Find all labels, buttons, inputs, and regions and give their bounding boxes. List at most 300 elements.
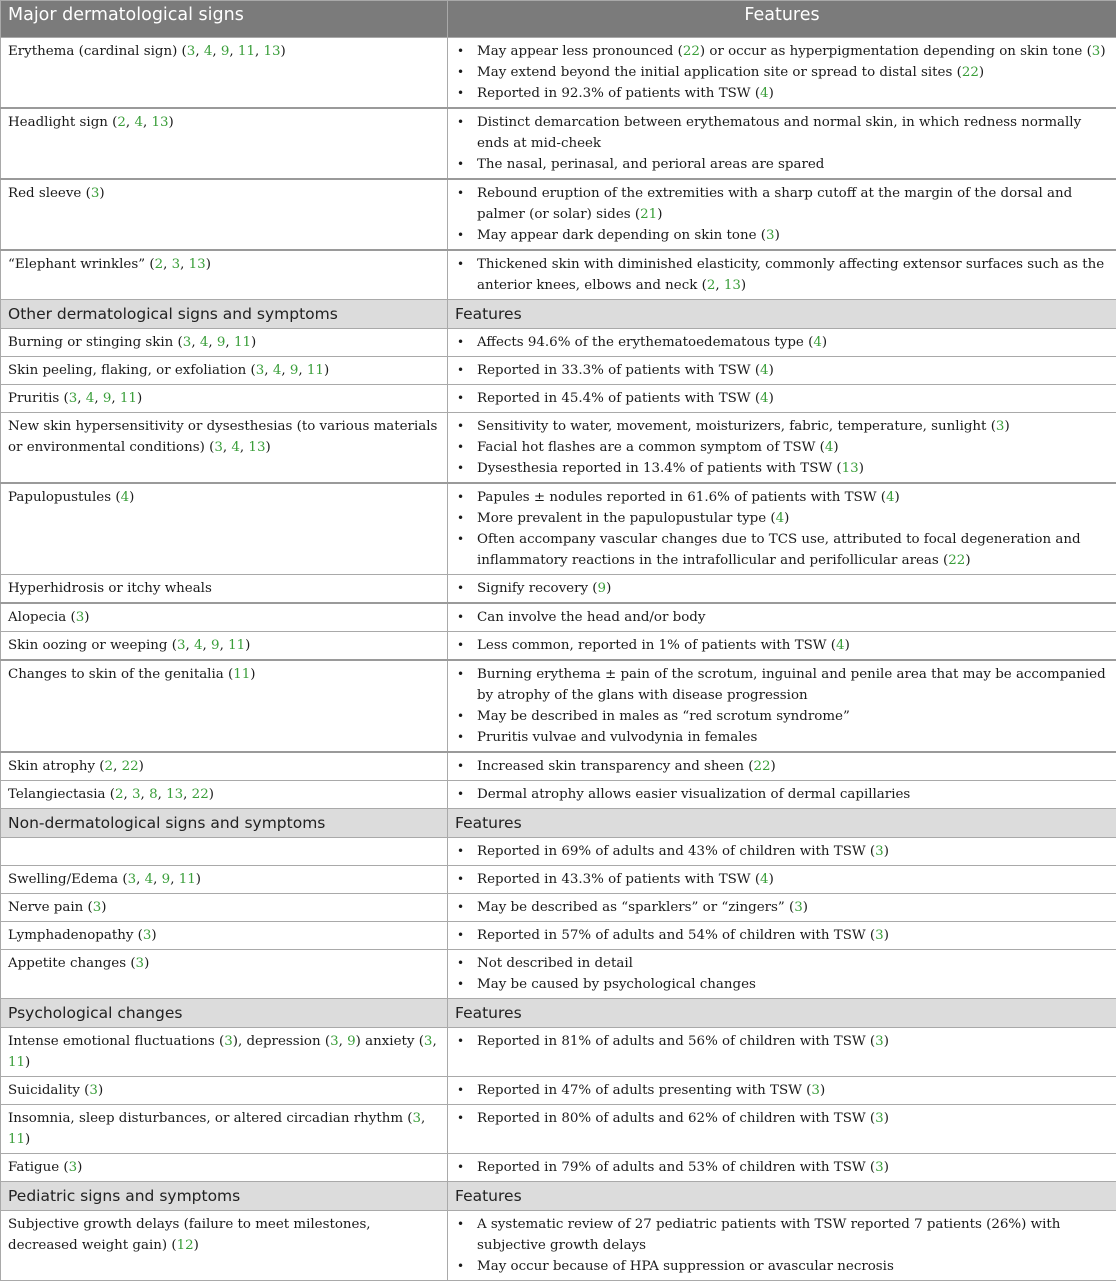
features-list [455, 332, 1109, 353]
reference-link[interactable]: 11 [228, 638, 245, 653]
text-fragment: Pruritis ( [8, 391, 69, 406]
text-fragment: Reported in 92.3% of patients with TSW ( [477, 86, 760, 101]
text-fragment: Papules ± nodules reported in 61.6% of patients with TSW ( [477, 490, 886, 505]
table-row [1, 894, 1116, 922]
text-fragment: ) [775, 228, 780, 243]
reference-link[interactable]: 3 [69, 391, 78, 406]
sign-cell [1, 1105, 448, 1154]
reference-link[interactable]: 3 [89, 1083, 98, 1098]
table-row [1, 781, 1116, 809]
text-fragment: Reported in 45.4% of patients with TSW ( [477, 391, 760, 406]
text-fragment: , [141, 787, 150, 802]
sign-cell [1, 632, 448, 661]
reference-link[interactable]: 3 [183, 335, 192, 350]
text-fragment: , [432, 1034, 436, 1049]
feature-item [455, 83, 1109, 104]
text-fragment: Dermal atrophy allows easier visualization of dermal capillaries [477, 787, 910, 802]
reference-link[interactable]: 11 [179, 872, 196, 887]
text-fragment: ) [833, 440, 838, 455]
features-cell [448, 660, 1116, 752]
features-list [455, 254, 1109, 296]
features-list [455, 360, 1109, 381]
text-fragment: , [203, 638, 212, 653]
sign-cell [1, 483, 448, 575]
sign-cell [1, 838, 448, 866]
text-fragment: Alopecia ( [8, 610, 76, 625]
text-fragment: ) [769, 872, 774, 887]
features-list [455, 416, 1109, 479]
features-cell [448, 781, 1116, 809]
reference-link[interactable]: 3 [875, 1160, 884, 1175]
feature-item [455, 112, 1109, 154]
reference-link[interactable]: 11 [307, 363, 324, 378]
text-fragment: ) [803, 900, 808, 915]
text-fragment: More prevalent in the papulopustular type ( [477, 511, 776, 526]
features-cell [448, 329, 1116, 357]
text-fragment: ) [251, 335, 256, 350]
reference-link[interactable]: 2 [115, 787, 124, 802]
sign-cell [1, 108, 448, 179]
reference-link[interactable]: 4 [836, 638, 845, 653]
reference-link[interactable]: 3 [875, 1111, 884, 1126]
text-fragment: ) [895, 490, 900, 505]
text-fragment: , [143, 115, 152, 130]
reference-link[interactable]: 9 [290, 363, 299, 378]
feature-item [455, 154, 1109, 175]
reference-link[interactable]: 13 [248, 440, 265, 455]
reference-link[interactable]: 3 [132, 787, 141, 802]
feature-item [455, 254, 1109, 296]
features-cell [448, 950, 1116, 999]
text-fragment: ) [769, 86, 774, 101]
reference-link[interactable]: 9 [598, 581, 607, 596]
text-fragment: Appetite changes ( [8, 956, 136, 971]
text-fragment: , [195, 44, 204, 59]
table-row [1, 385, 1116, 413]
table-row [1, 413, 1116, 484]
section-header-row [1, 1182, 1116, 1211]
text-fragment: ) [99, 186, 104, 201]
reference-link[interactable]: 4 [86, 391, 95, 406]
text-fragment: , [111, 391, 120, 406]
reference-link[interactable]: 3 [256, 363, 265, 378]
reference-link[interactable]: 4 [813, 335, 822, 350]
text-fragment: ) [884, 1160, 889, 1175]
reference-link[interactable]: 4 [134, 115, 143, 130]
reference-link[interactable]: 4 [194, 638, 203, 653]
features-cell [448, 1211, 1116, 1281]
text-fragment: , [124, 787, 133, 802]
reference-link[interactable]: 3 [128, 872, 137, 887]
sign-cell [1, 179, 448, 250]
reference-link[interactable]: 4 [760, 363, 769, 378]
text-fragment: ) [77, 1160, 82, 1175]
reference-link[interactable]: 11 [233, 667, 250, 682]
text-fragment: ) [769, 391, 774, 406]
text-fragment: New skin hypersensitivity or dysesthesias (to various materials or environmental conditions) ( [8, 419, 437, 455]
reference-link[interactable]: 9 [347, 1034, 356, 1049]
features-cell [448, 1105, 1116, 1154]
text-fragment: , [229, 44, 238, 59]
reference-link[interactable]: 4 [273, 363, 282, 378]
text-fragment: ) [139, 759, 144, 774]
reference-link[interactable]: 11 [120, 391, 137, 406]
reference-link[interactable]: 11 [238, 44, 255, 59]
text-fragment: Skin atrophy ( [8, 759, 105, 774]
features-cell [448, 838, 1116, 866]
text-fragment: , [185, 638, 194, 653]
reference-link[interactable]: 3 [330, 1034, 339, 1049]
features-list [455, 183, 1109, 246]
reference-link[interactable]: 4 [886, 490, 895, 505]
reference-link[interactable]: 3 [811, 1083, 820, 1098]
features-cell [448, 1028, 1116, 1077]
section-title: Psychological changes [1, 999, 448, 1028]
text-fragment: ) [979, 65, 984, 80]
text-fragment: Increased skin transparency and sheen ( [477, 759, 753, 774]
sign-cell [1, 38, 448, 109]
text-fragment: Skin peeling, flaking, or exfoliation ( [8, 363, 256, 378]
reference-link[interactable]: 22 [753, 759, 770, 774]
header-features: Features [448, 1, 1116, 38]
section-features-label: Features [448, 1182, 1116, 1211]
reference-link[interactable]: 3 [76, 610, 85, 625]
section-title: Other dermatological signs and symptoms [1, 300, 448, 329]
text-fragment: “Elephant wrinkles” ( [8, 257, 155, 272]
text-fragment: Changes to skin of the genitalia ( [8, 667, 233, 682]
features-cell [448, 866, 1116, 894]
table-row [1, 575, 1116, 604]
text-fragment: ) [769, 363, 774, 378]
table-row [1, 483, 1116, 575]
text-fragment: Lymphadenopathy ( [8, 928, 143, 943]
reference-link[interactable]: 9 [221, 44, 230, 59]
text-fragment: , [715, 278, 724, 293]
feature-item [455, 458, 1109, 479]
features-list [455, 869, 1109, 890]
feature-item [455, 1214, 1109, 1256]
sign-cell [1, 1077, 448, 1105]
feature-item [455, 727, 1109, 748]
reference-link[interactable]: 13 [724, 278, 741, 293]
text-fragment: ) [1004, 419, 1009, 434]
text-fragment: , [220, 638, 229, 653]
reference-link[interactable]: 11 [8, 1055, 25, 1070]
text-fragment: ) [206, 257, 211, 272]
text-fragment: , [94, 391, 103, 406]
text-fragment: Skin oozing or weeping ( [8, 638, 177, 653]
text-fragment: ) [245, 638, 250, 653]
reference-link[interactable]: 13 [189, 257, 206, 272]
feature-item [455, 1080, 1109, 1101]
reference-link[interactable]: 3 [1092, 44, 1101, 59]
text-fragment: , [212, 44, 221, 59]
sign-cell [1, 1211, 448, 1281]
features-list [455, 1157, 1109, 1178]
reference-link[interactable]: 4 [760, 872, 769, 887]
reference-link[interactable]: 3 [875, 844, 884, 859]
text-fragment: , [126, 115, 135, 130]
text-fragment: ) [884, 928, 889, 943]
text-fragment: Not described in detail [477, 956, 633, 971]
reference-link[interactable]: 13 [842, 461, 859, 476]
text-fragment: Reported in 43.3% of patients with TSW ( [477, 872, 760, 887]
reference-link[interactable]: 13 [166, 787, 183, 802]
feature-item [455, 183, 1109, 225]
text-fragment: ) [884, 1111, 889, 1126]
reference-link[interactable]: 11 [234, 335, 251, 350]
features-cell [448, 179, 1116, 250]
reference-link[interactable]: 13 [151, 115, 168, 130]
text-fragment: Reported in 47% of adults presenting with TSW ( [477, 1083, 811, 1098]
reference-link[interactable]: 3 [93, 900, 102, 915]
table-row [1, 752, 1116, 781]
text-fragment: Hyperhidrosis or itchy wheals [8, 581, 212, 596]
reference-link[interactable]: 22 [962, 65, 979, 80]
reference-link[interactable]: 3 [794, 900, 803, 915]
reference-link[interactable]: 4 [776, 511, 785, 526]
table-row [1, 1077, 1116, 1105]
reference-link[interactable]: 3 [875, 1034, 884, 1049]
features-list [455, 953, 1109, 995]
table-row [1, 1028, 1116, 1077]
feature-item [455, 332, 1109, 353]
feature-item [455, 897, 1109, 918]
text-fragment: Facial hot flashes are a common symptom of TSW ( [477, 440, 825, 455]
features-list [455, 756, 1109, 777]
text-fragment: ) [265, 440, 270, 455]
sign-cell [1, 413, 448, 484]
reference-link[interactable]: 9 [211, 638, 220, 653]
text-fragment: , [298, 363, 307, 378]
text-fragment: ) [822, 335, 827, 350]
section-features-label: Features [448, 300, 1116, 329]
text-fragment: Suicidality ( [8, 1083, 89, 1098]
feature-item [455, 706, 1109, 727]
reference-link[interactable]: 4 [231, 440, 240, 455]
text-fragment: ) anxiety ( [356, 1034, 424, 1049]
sign-cell [1, 603, 448, 632]
text-fragment: May occur because of HPA suppression or avascular necrosis [477, 1259, 894, 1274]
text-fragment: ) [84, 610, 89, 625]
text-fragment: ) [741, 278, 746, 293]
feature-item [455, 869, 1109, 890]
sign-cell [1, 950, 448, 999]
reference-link[interactable]: 12 [177, 1238, 194, 1253]
text-fragment: Less common, reported in 1% of patients with TSW ( [477, 638, 836, 653]
features-cell [448, 603, 1116, 632]
text-fragment: , [339, 1034, 348, 1049]
text-fragment: , [281, 363, 290, 378]
reference-link[interactable]: 3 [69, 1160, 78, 1175]
reference-link[interactable]: 2 [105, 759, 114, 774]
text-fragment: May appear dark depending on skin tone ( [477, 228, 766, 243]
features-list [455, 487, 1109, 571]
text-fragment: ) [151, 928, 156, 943]
feature-item [455, 841, 1109, 862]
text-fragment: ) [25, 1055, 30, 1070]
reference-link[interactable]: 9 [162, 872, 171, 887]
reference-link[interactable]: 21 [640, 207, 657, 222]
feature-item [455, 487, 1109, 508]
text-fragment: , [180, 257, 189, 272]
features-cell [448, 385, 1116, 413]
feature-item [455, 974, 1109, 995]
sign-cell [1, 385, 448, 413]
text-fragment: ) [771, 759, 776, 774]
text-fragment: ) [137, 391, 142, 406]
text-fragment: Swelling/Edema ( [8, 872, 128, 887]
features-list [455, 841, 1109, 862]
features-list [455, 607, 1109, 628]
reference-link[interactable]: 2 [155, 257, 164, 272]
feature-item [455, 388, 1109, 409]
text-fragment: Thickened skin with diminished elasticity, commonly affecting extensor surfaces such as the anterior knees, elbows and neck ( [477, 257, 1104, 293]
table-row [1, 108, 1116, 179]
feature-item [455, 360, 1109, 381]
reference-link[interactable]: 3 [136, 956, 145, 971]
table-row [1, 660, 1116, 752]
reference-link[interactable]: 3 [177, 638, 186, 653]
reference-link[interactable]: 3 [424, 1034, 433, 1049]
sign-cell [1, 922, 448, 950]
reference-link[interactable]: 4 [200, 335, 209, 350]
features-cell [448, 483, 1116, 575]
text-fragment: Signify recovery ( [477, 581, 598, 596]
table-row [1, 866, 1116, 894]
features-list [455, 112, 1109, 175]
text-fragment: ) [250, 667, 255, 682]
features-list [455, 578, 1109, 599]
reference-link[interactable]: 9 [217, 335, 226, 350]
table-row [1, 1105, 1116, 1154]
feature-item [455, 529, 1109, 571]
text-fragment: May be described in males as “red scrotum syndrome” [477, 709, 850, 724]
reference-link[interactable]: 3 [224, 1034, 233, 1049]
reference-link[interactable]: 11 [8, 1132, 25, 1147]
table-row [1, 1154, 1116, 1182]
features-cell [448, 575, 1116, 604]
section-features-label: Features [448, 809, 1116, 838]
text-fragment: ) [820, 1083, 825, 1098]
section-header-row [1, 300, 1116, 329]
feature-item [455, 1157, 1109, 1178]
reference-link[interactable]: 2 [117, 115, 126, 130]
features-cell [448, 1077, 1116, 1105]
text-fragment: ) [169, 115, 174, 130]
reference-link[interactable]: 22 [683, 44, 700, 59]
reference-link[interactable]: 4 [145, 872, 154, 887]
features-list [455, 388, 1109, 409]
text-fragment: Intense emotional fluctuations ( [8, 1034, 224, 1049]
text-fragment: ) [1100, 44, 1105, 59]
feature-item [455, 784, 1109, 805]
features-cell [448, 38, 1116, 109]
reference-link[interactable]: 22 [122, 759, 139, 774]
reference-link[interactable]: 22 [948, 553, 965, 568]
text-fragment: Dysesthesia reported in 13.4% of patients with TSW ( [477, 461, 842, 476]
reference-link[interactable]: 4 [760, 86, 769, 101]
reference-link[interactable]: 13 [263, 44, 280, 59]
text-fragment: ) [845, 638, 850, 653]
text-fragment: May extend beyond the initial application site or spread to distal sites ( [477, 65, 962, 80]
text-fragment: Insomnia, sleep disturbances, or altered circadian rhythm ( [8, 1111, 413, 1126]
section-header-row [1, 809, 1116, 838]
reference-link[interactable]: 2 [707, 278, 716, 293]
features-list [455, 1214, 1109, 1277]
table-row [1, 603, 1116, 632]
text-fragment: Can involve the head and/or body [477, 610, 705, 625]
text-fragment: Distinct demarcation between erythematous and normal skin, in which redness normally ends at mid-cheek [477, 115, 1081, 151]
reference-link[interactable]: 4 [760, 391, 769, 406]
sign-cell [1, 866, 448, 894]
text-fragment: , [240, 440, 249, 455]
features-cell [448, 1154, 1116, 1182]
text-fragment: ) [129, 490, 134, 505]
sign-cell [1, 894, 448, 922]
text-fragment: Pruritis vulvae and vulvodynia in females [477, 730, 757, 745]
text-fragment: ) [657, 207, 662, 222]
sign-cell [1, 1154, 448, 1182]
reference-link[interactable]: 3 [766, 228, 775, 243]
feature-item [455, 578, 1109, 599]
text-fragment: May appear less pronounced ( [477, 44, 683, 59]
table-row [1, 329, 1116, 357]
feature-item [455, 664, 1109, 706]
reference-link[interactable]: 4 [121, 490, 130, 505]
text-fragment: ) [101, 900, 106, 915]
text-fragment: Often accompany vascular changes due to TCS use, attributed to focal degeneration and inflammatory reactions in the intrafollicular and perifollicular areas ( [477, 532, 1081, 568]
features-list [455, 784, 1109, 805]
reference-link[interactable]: 3 [91, 186, 100, 201]
feature-item [455, 635, 1109, 656]
sign-cell [1, 329, 448, 357]
text-fragment: Subjective growth delays (failure to meet milestones, decreased weight gain) ( [8, 1217, 371, 1253]
reference-link[interactable]: 3 [413, 1111, 422, 1126]
features-cell [448, 752, 1116, 781]
text-fragment: Reported in 33.3% of patients with TSW ( [477, 363, 760, 378]
reference-link[interactable]: 4 [825, 440, 834, 455]
features-list [455, 925, 1109, 946]
reference-link[interactable]: 4 [204, 44, 213, 59]
reference-link[interactable]: 3 [875, 928, 884, 943]
sign-cell [1, 357, 448, 385]
feature-item [455, 225, 1109, 246]
reference-link[interactable]: 22 [192, 787, 209, 802]
features-list [455, 1031, 1109, 1052]
sign-cell [1, 781, 448, 809]
features-cell [448, 894, 1116, 922]
feature-item [455, 1256, 1109, 1277]
section-features-label: Features [448, 999, 1116, 1028]
features-cell [448, 632, 1116, 661]
reference-link[interactable]: 3 [172, 257, 181, 272]
table-row [1, 950, 1116, 999]
reference-link[interactable]: 3 [143, 928, 152, 943]
table-row [1, 179, 1116, 250]
features-list [455, 1080, 1109, 1101]
reference-link[interactable]: 3 [214, 440, 223, 455]
table-row [1, 922, 1116, 950]
text-fragment: , [183, 787, 192, 802]
reference-link[interactable]: 3 [996, 419, 1005, 434]
reference-link[interactable]: 9 [103, 391, 112, 406]
text-fragment: , [170, 872, 179, 887]
text-fragment: ) [606, 581, 611, 596]
reference-link[interactable]: 3 [187, 44, 196, 59]
sign-cell [1, 1028, 448, 1077]
reference-link[interactable]: 8 [149, 787, 158, 802]
